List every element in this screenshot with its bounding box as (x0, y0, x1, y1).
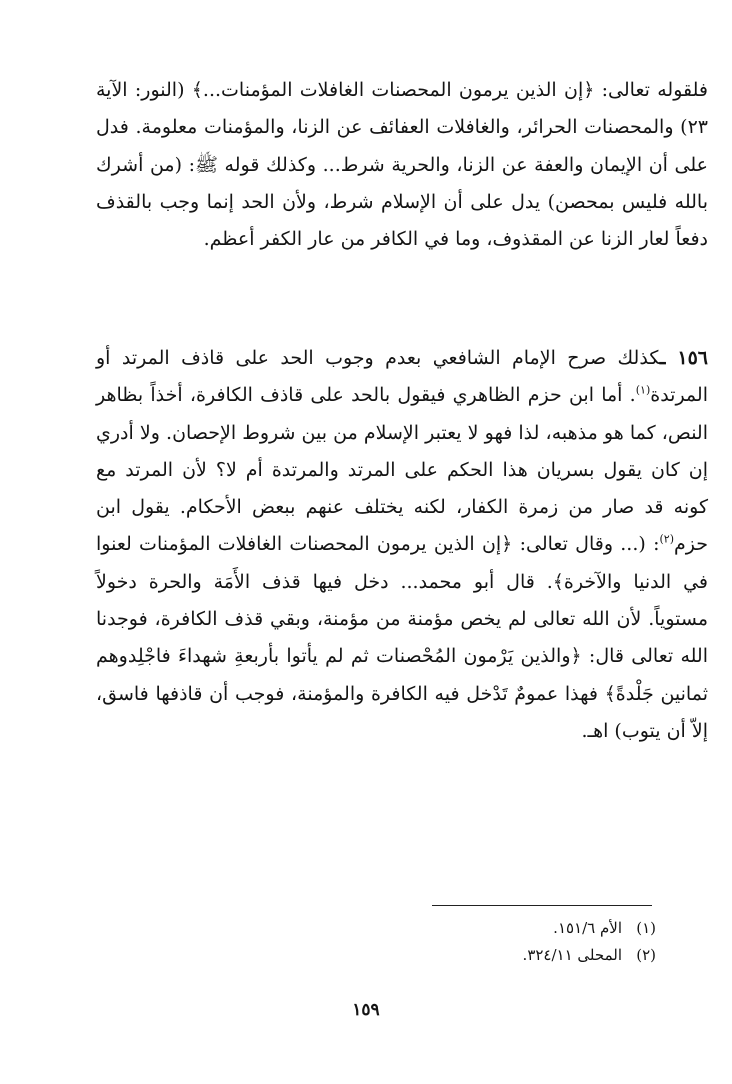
footnote-1-text: الأم ١٥١/٦. (553, 919, 622, 937)
paragraph-2-text-a: كذلك صرح الإمام الشافعي بعدم وجوب الحد على قاذف المرتد أو المرتدة (96, 347, 708, 407)
footnotes (356, 915, 656, 969)
paragraph-2 (96, 340, 708, 750)
paragraph-number: ١٥٦ ـ (659, 347, 708, 369)
paragraph-1: فلقوله تعالى: ﴿إن الذين يرمون المحصنات الغافلات المؤمنات...﴾ (النور: الآية ٢٣) والمحصنات الحرائر، والغافلات العفائف عن الزنا، والمؤمنات معلومة. فدل على أن الإيمان والعفة عن الزنا، والحرية شرط... وكذلك قوله ﷺ: (من أشرك بالله فليس بمحصن) يدل على أن الإسلام شرط، ولأن الحد إنما وجب بالقذف دفعاً لعار الزنا عن المقذوف، وما في الكافر من عار الكفر أعظم. (96, 79, 708, 251)
footnote-1-mark: (١) (636, 919, 656, 937)
footnote-ref-1[interactable]: (١) (635, 383, 651, 397)
paragraph-2-text-b: . أما ابن حزم الظاهري فيقول بالحد على قاذف الكافرة، أخذاً بظاهر النص، كما هو مذهبه، لذا فهو لا يعتبر الإسلام من بين شروط الإحصان. ولا أدري إن كان يقول بسريان هذا الحكم على المرتد والمرتدة أم لا؟ لأن المرتد مع كونه قد صار من زمرة الكفار، لكنه يختلف عنهم ببعض الأحكام. يقول ابن حزم (96, 384, 708, 556)
footnote-ref-2[interactable]: (٢) (659, 533, 674, 547)
footnote-2 (356, 942, 656, 969)
footnote-separator (432, 905, 652, 906)
page-number: ١٥٩ (352, 1000, 380, 1020)
footnote-2-text: المحلى ٣٢٤/١١. (522, 946, 622, 964)
footnote-2-mark: (٢) (636, 946, 656, 964)
footnote-1 (356, 915, 656, 942)
paragraph-2-text-c: : (... وقال تعالى: ﴿إن الذين يرمون المحصنات الغافلات المؤمنات لعنوا في الدنيا والآخرة﴾. قال أبو محمد... دخل فيها قذف الأَمَة والحرة دخولاً مستوياً. لأن الله تعالى لم يخص مؤمنة من مؤمنة، وبقي قذف الكافرة، فوجدنا الله تعالى قال: ﴿والذين يَرْمون المُحْصنات ثم لم يأتوا بأربعةِ شهداءَ فاجْلِدوهم ثمانين جَلْدةً﴾ فهذا عمومٌ تَدْخل فيه الكافرة والمؤمنة، فوجب أن قاذفها فاسق، إلاّ أن يتوب) اهـ. (96, 533, 708, 742)
